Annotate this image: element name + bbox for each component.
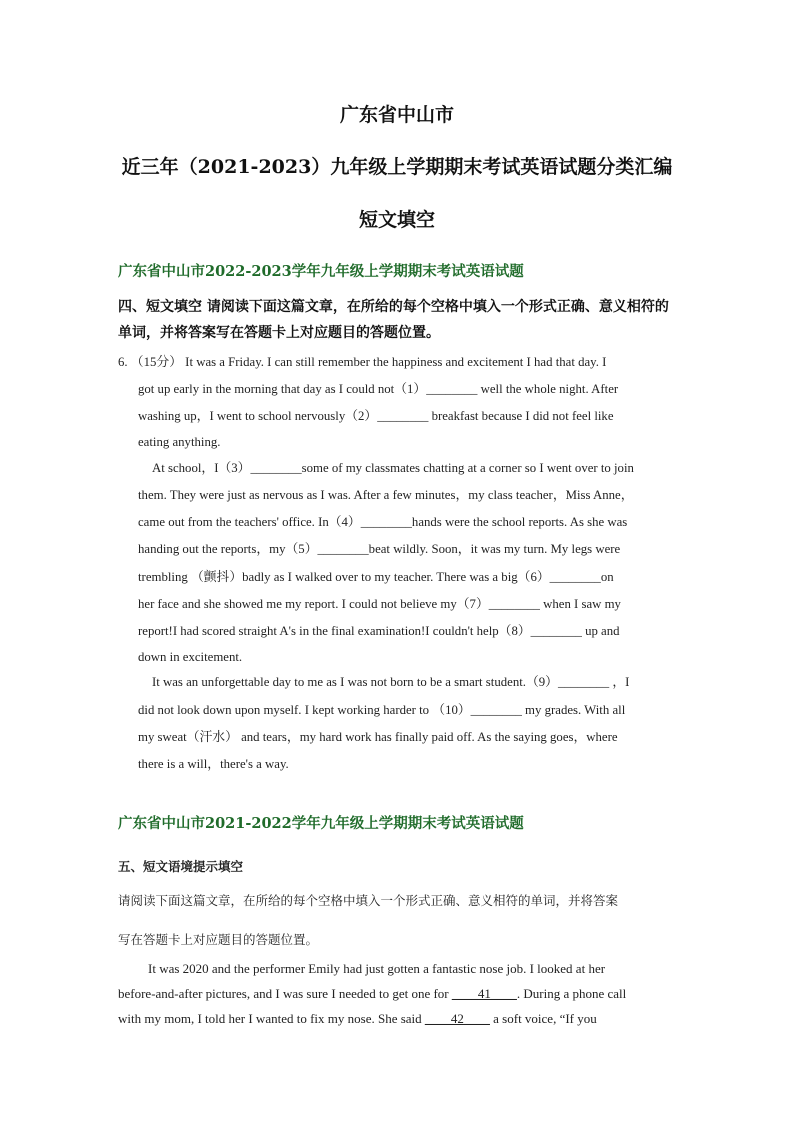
passage2-line (118, 982, 626, 1006)
passage2-text: before-and-after pictures, and I was sure I needed to get one for (118, 986, 452, 1001)
passage-line: got up early in the morning that day as I could not（1）________ well the whole night. After (138, 382, 619, 396)
passage-line: handing out the reports，my（5）________beat wildly. Soon，it was my turn. My legs were (138, 542, 621, 556)
section2-subheading: 五、短文语境提示填空 (118, 859, 244, 874)
passage2-line (118, 1007, 597, 1031)
section1-instruction-line2: 单词，并将答案写在答题卡上对应题目的答题位置。 (118, 325, 440, 341)
passage-line: them. They were just as nervous as I was. After a few minutes，my class teacher，Miss Anne， (138, 488, 634, 502)
passage-line: trembling （颤抖）badly as I walked over to my teacher. There was a big（6）________on (138, 570, 614, 584)
passage-line: 6. （15分） It was a Friday. I can still remember the happiness and excitement I had that day. I (118, 355, 607, 369)
passage-line: there is a will，there's a way. (138, 757, 289, 771)
passage2-text: . During a phone call (516, 986, 627, 1001)
section2-instruction-line2: 写在答题卡上对应题目的答题位置。 (118, 932, 319, 947)
answer-blank-42: ____42____ (424, 1011, 490, 1026)
passage-line: It was an unforgettable day to me as I was not born to be a smart student.（9）________ ，I (152, 675, 630, 689)
doc-title-region: 广东省中山市 (339, 104, 454, 126)
section1-instruction-line1: 四、短文填空 请阅读下面这篇文章，在所给的每个空格中填入一个形式正确、意义相符的 (118, 299, 669, 315)
passage2-line: It was 2020 and the performer Emily had just gotten a fantastic nose job. I looked at her (148, 961, 606, 976)
passage-line: did not look down upon myself. I kept working harder to （10）________ my grades. With all (138, 703, 626, 717)
section2-instruction-line1: 请阅读下面这篇文章，在所给的每个空格中填入一个形式正确、意义相符的单词，并将答案 (118, 893, 619, 908)
doc-title-topic: 短文填空 (358, 209, 435, 231)
passage-line: washing up，I went to school nervously（2）________ breakfast because I did not feel like (138, 409, 614, 423)
passage-line: down in excitement. (138, 650, 243, 664)
section1-heading: 广东省中山市2022-2023学年九年级上学期期末考试英语试题 (118, 263, 524, 280)
passage-line: report!I had scored straight A's in the final examination!I couldn't help（8）________ up and (138, 624, 620, 638)
passage2-text: with my mom, I told her I wanted to fix my nose. She said (118, 1011, 425, 1026)
passage-line: her face and she showed me my report. I could not believe my（7）________ when I saw my (138, 597, 621, 611)
section2-heading: 广东省中山市2021-2022学年九年级上学期期末考试英语试题 (118, 815, 524, 832)
passage-line: At school，I（3）________some of my classmates chatting at a corner so I went over to join (152, 461, 634, 475)
answer-blank-41: ____41____ (451, 986, 517, 1001)
doc-title-main: 近三年（2021-2023）九年级上学期期末考试英语试题分类汇编 (121, 156, 673, 178)
passage2-text: a soft voice, “If you (489, 1011, 597, 1026)
passage-line: my sweat（汗水） and tears，my hard work has finally paid off. As the saying goes，where (138, 730, 618, 744)
passage-line: came out from the teachers' office. In（4）________hands were the school reports. As she was (138, 515, 628, 529)
passage-line: eating anything. (138, 435, 221, 449)
